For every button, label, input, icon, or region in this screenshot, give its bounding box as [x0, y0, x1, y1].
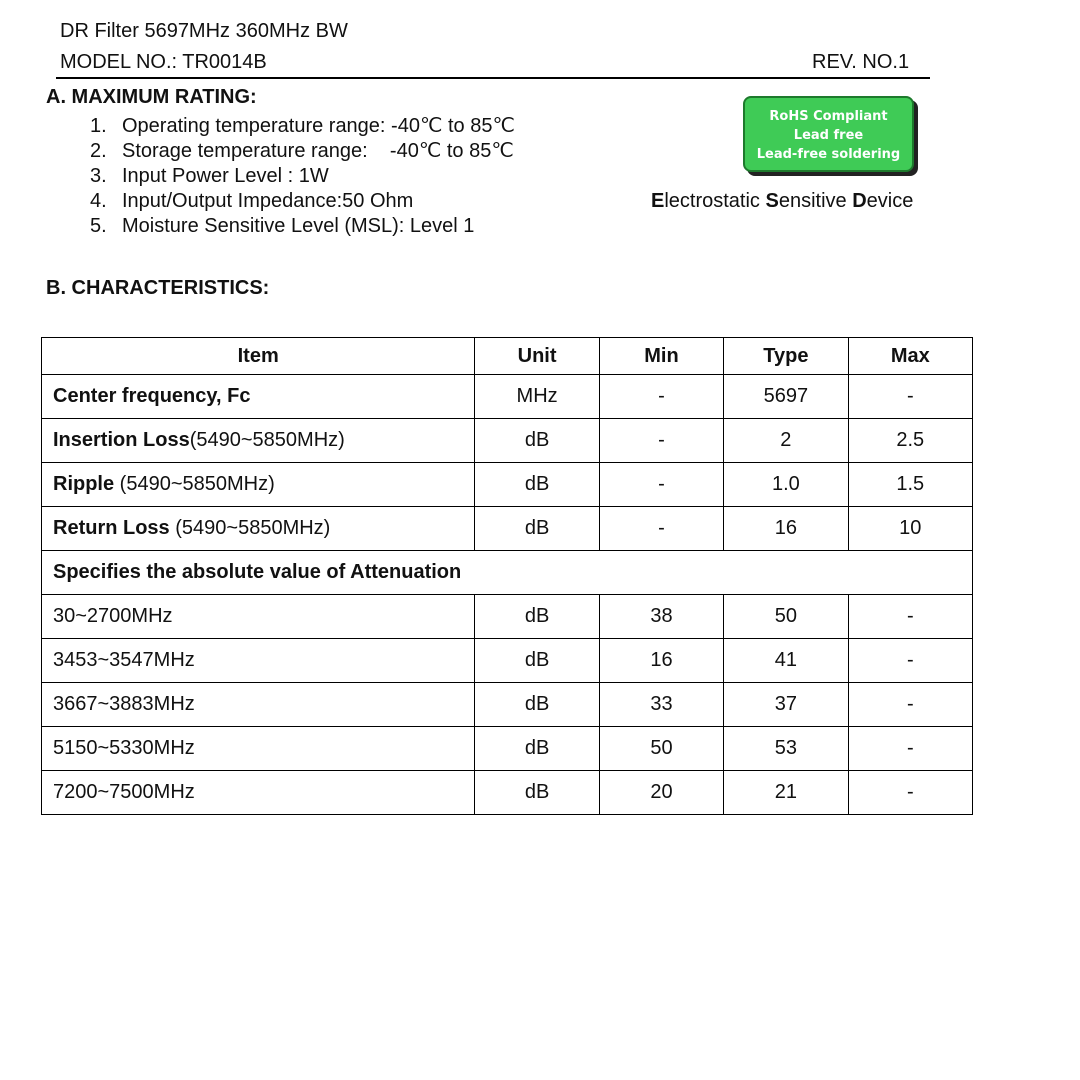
cell-min: - — [599, 375, 723, 419]
rohs-badge — [743, 96, 914, 172]
badge-line: Lead free — [793, 128, 864, 143]
cell-type: 1.0 — [724, 463, 848, 507]
cell-min: 50 — [599, 727, 723, 771]
cell-item: 3453~3547MHz — [42, 639, 475, 683]
cell-item: Ripple (5490~5850MHz) — [42, 463, 475, 507]
cell-item: Center frequency, Fc — [42, 375, 475, 419]
table-row — [42, 595, 973, 639]
table-row — [42, 375, 973, 419]
cell-unit: MHz — [475, 375, 599, 419]
cell-type: 41 — [724, 639, 848, 683]
table-row — [42, 463, 973, 507]
list-item-number: 2. — [90, 140, 107, 162]
cell-item: 7200~7500MHz — [42, 771, 475, 815]
esd-text: evice — [866, 190, 914, 212]
cell-max: - — [848, 727, 972, 771]
document-title: DR Filter 5697MHz 360MHz BW — [60, 20, 348, 42]
list-item-number: 5. — [90, 215, 107, 237]
cell-unit: dB — [475, 639, 599, 683]
esd-text: ensitive — [778, 190, 853, 212]
attenuation-heading: Specifies the absolute value of Attenuation — [42, 551, 973, 595]
table-row — [42, 727, 973, 771]
table-row — [42, 771, 973, 815]
column-header-unit: Unit — [475, 338, 599, 375]
list-item — [90, 139, 515, 164]
cell-min: 20 — [599, 771, 723, 815]
esd-initial: E — [651, 190, 665, 212]
list-item-number: 1. — [90, 115, 107, 137]
table-header-row — [42, 338, 973, 375]
list-item-number: 3. — [90, 165, 107, 187]
cell-item: Return Loss (5490~5850MHz) — [42, 507, 475, 551]
list-item — [90, 214, 515, 239]
list-item-number: 4. — [90, 190, 107, 212]
table-row — [42, 683, 973, 727]
list-item-text: Moisture Sensitive Level (MSL): Level 1 — [122, 215, 475, 237]
section-b-heading: B. CHARACTERISTICS: — [46, 277, 270, 299]
cell-unit: dB — [475, 683, 599, 727]
cell-max: - — [848, 639, 972, 683]
revision-number: REV. NO.1 — [812, 51, 910, 73]
cell-type: 16 — [724, 507, 848, 551]
cell-unit: dB — [475, 727, 599, 771]
section-a-heading: A. MAXIMUM RATING: — [46, 86, 257, 108]
esd-initial: S — [765, 190, 779, 212]
cell-unit: dB — [475, 507, 599, 551]
esd-label — [651, 190, 913, 213]
list-item-text: Storage temperature range: -40℃ to 85℃ — [122, 140, 514, 162]
cell-type: 21 — [724, 771, 848, 815]
cell-item: 3667~3883MHz — [42, 683, 475, 727]
cell-item: 30~2700MHz — [42, 595, 475, 639]
maximum-rating-list — [90, 114, 515, 239]
list-item — [90, 114, 515, 139]
badge-line: Lead-free soldering — [756, 147, 901, 162]
cell-max: 10 — [848, 507, 972, 551]
cell-type: 2 — [724, 419, 848, 463]
cell-type: 37 — [724, 683, 848, 727]
cell-max: 1.5 — [848, 463, 972, 507]
cell-max: - — [848, 595, 972, 639]
badge-line: RoHS Compliant — [769, 109, 888, 124]
list-item-text: Operating temperature range: -40℃ to 85℃ — [122, 115, 515, 137]
cell-type: 53 — [724, 727, 848, 771]
column-header-type: Type — [724, 338, 848, 375]
list-item — [90, 189, 515, 214]
esd-text: lectrostatic — [664, 190, 766, 212]
column-header-max: Max — [848, 338, 972, 375]
model-number: MODEL NO.: TR0014B — [60, 51, 267, 73]
cell-unit: dB — [475, 463, 599, 507]
cell-unit: dB — [475, 771, 599, 815]
cell-max: - — [848, 771, 972, 815]
table-row — [42, 507, 973, 551]
list-item-text: Input/Output Impedance:50 Ohm — [122, 190, 414, 212]
cell-max: - — [848, 683, 972, 727]
cell-min: - — [599, 419, 723, 463]
cell-min: - — [599, 507, 723, 551]
column-header-item: Item — [42, 338, 475, 375]
cell-unit: dB — [475, 419, 599, 463]
esd-initial: D — [852, 190, 867, 212]
cell-min: 16 — [599, 639, 723, 683]
list-item-text: Input Power Level : 1W — [122, 165, 329, 187]
cell-item: 5150~5330MHz — [42, 727, 475, 771]
attenuation-heading-row — [42, 551, 973, 595]
cell-min: 33 — [599, 683, 723, 727]
cell-min: - — [599, 463, 723, 507]
cell-unit: dB — [475, 595, 599, 639]
table-row — [42, 639, 973, 683]
cell-max: - — [848, 375, 972, 419]
column-header-min: Min — [599, 338, 723, 375]
characteristics-table — [41, 337, 973, 815]
cell-type: 5697 — [724, 375, 848, 419]
cell-item: Insertion Loss(5490~5850MHz) — [42, 419, 475, 463]
cell-min: 38 — [599, 595, 723, 639]
cell-max: 2.5 — [848, 419, 972, 463]
table-row — [42, 419, 973, 463]
list-item — [90, 164, 515, 189]
header-divider — [56, 77, 930, 79]
cell-type: 50 — [724, 595, 848, 639]
